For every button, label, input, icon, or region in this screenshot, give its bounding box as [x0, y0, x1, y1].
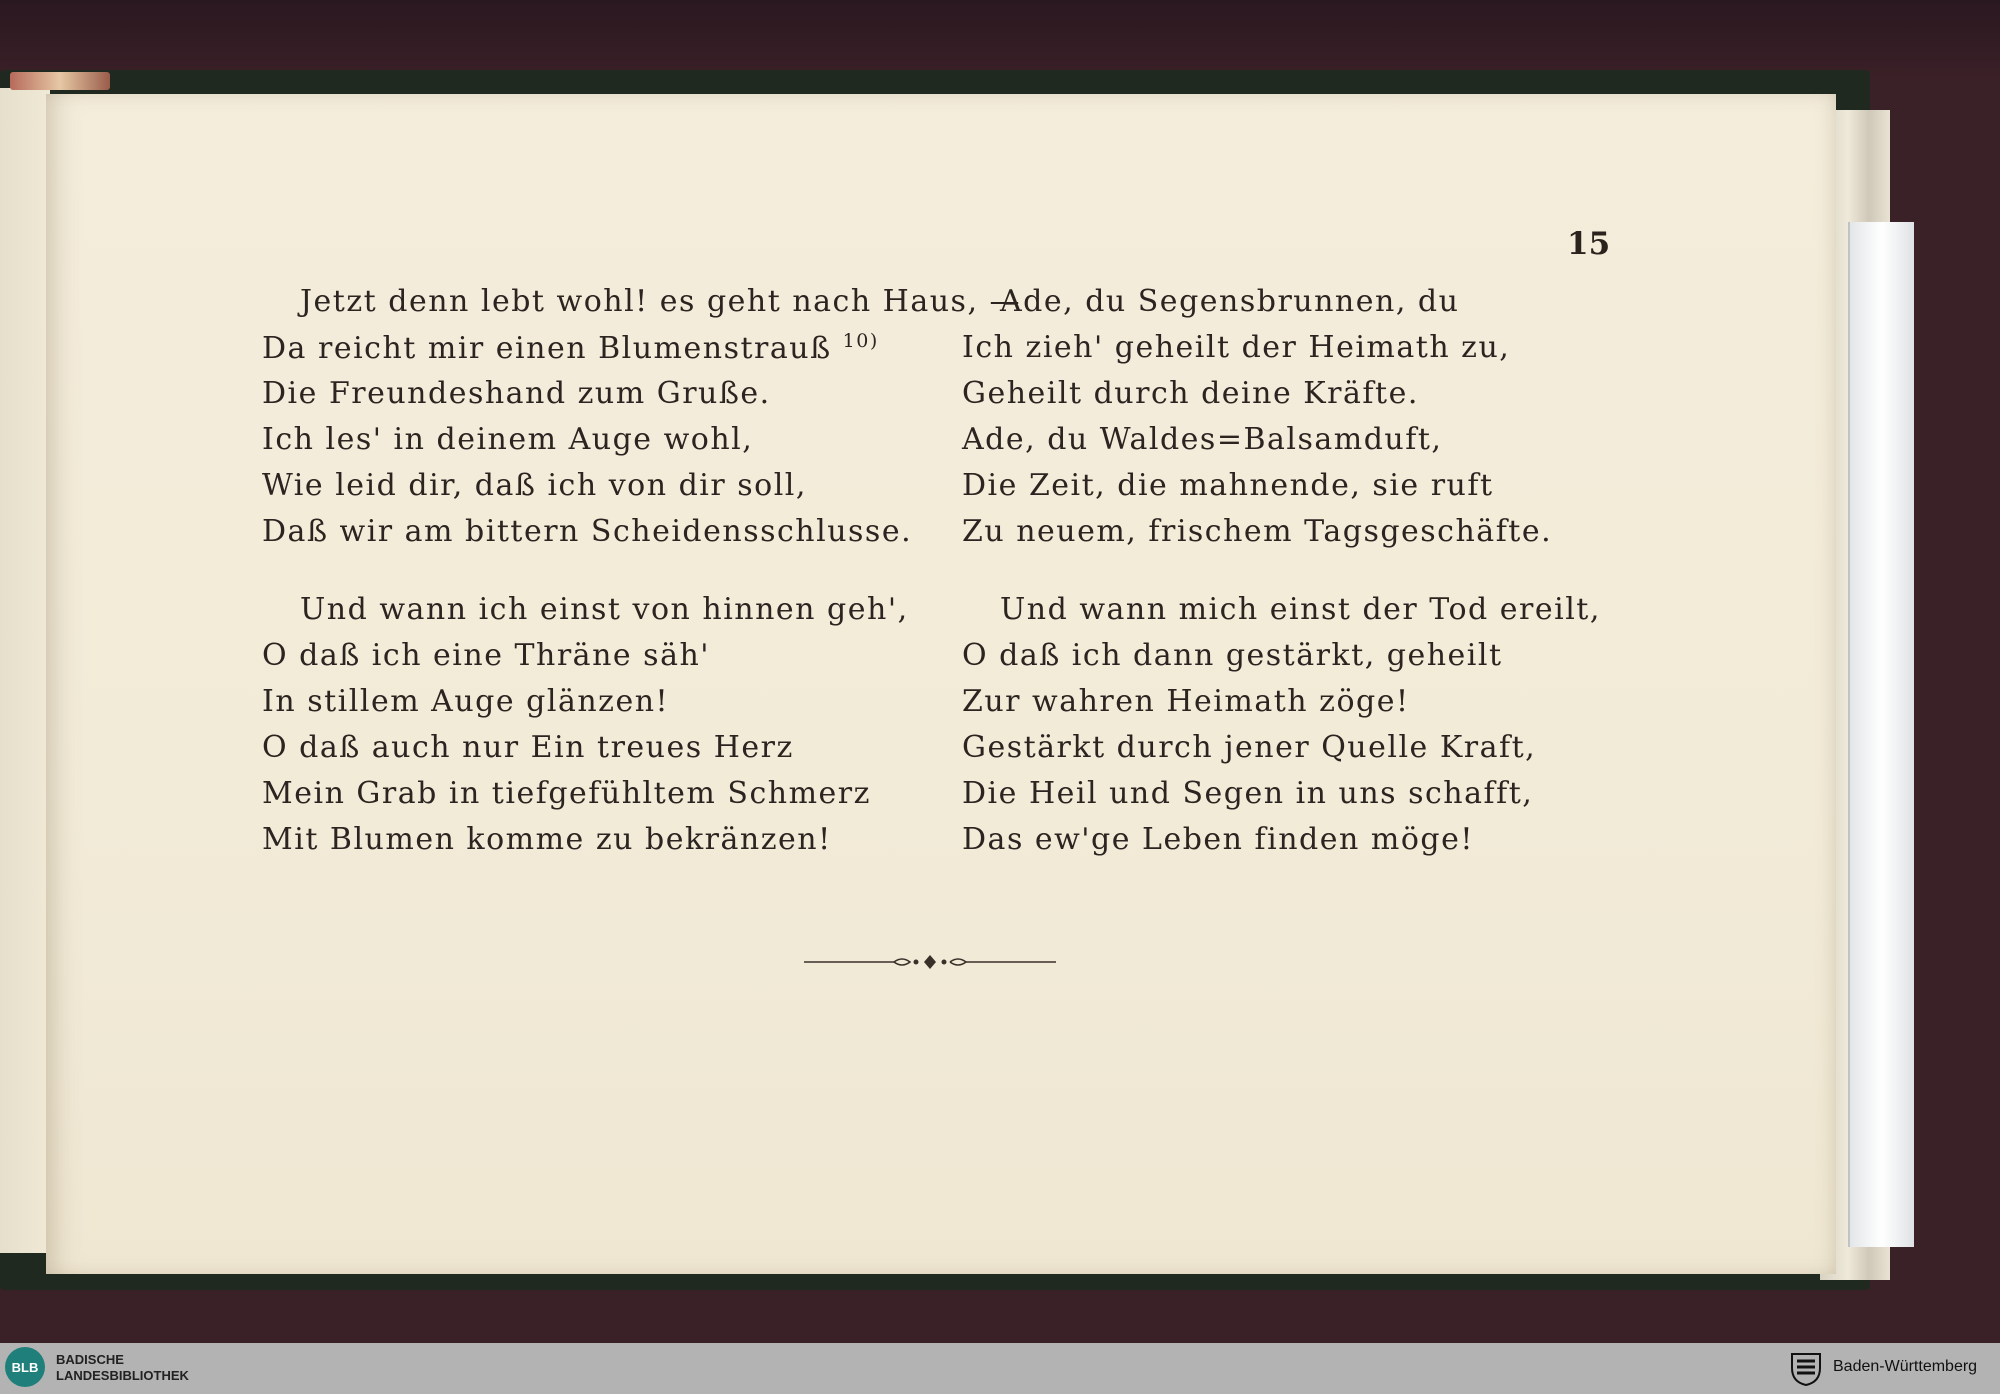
poem-left-line-text: Wie leid dir, daß ich von dir soll,: [262, 468, 807, 503]
poem-right-line: [962, 376, 1419, 411]
poem-left-line: [262, 468, 807, 503]
poem-right-line: [962, 422, 1442, 457]
inserted-card: [1848, 222, 1914, 1247]
poem-left-line-text: Jetzt denn lebt wohl! es geht nach Haus, —: [300, 284, 1022, 319]
poem-left-line-text: Ich les' in deinem Auge wohl,: [262, 422, 754, 457]
poem-right-line-text: Die Zeit, die mahnende, sie ruft: [962, 468, 1494, 503]
poem-left-line: [262, 330, 879, 366]
poem-left-line: [262, 514, 912, 549]
poem-right-line-text: Ade, du Segensbrunnen, du: [1000, 284, 1460, 319]
poem-right-line-text: O daß ich dann gestärkt, geheilt: [962, 638, 1503, 673]
poem-left-line: [262, 422, 753, 457]
poem-right-line: [1000, 284, 1459, 319]
poem-left-line-text: Mit Blumen komme zu bekränzen!: [262, 822, 832, 857]
poem-left-line-text: Die Freundeshand zum Gruße.: [262, 376, 771, 411]
library-name[interactable]: [56, 1352, 189, 1384]
poem-right-line: [962, 468, 1494, 503]
blb-logo[interactable]: BLB: [5, 1347, 45, 1387]
poem-right-line-text: Geheilt durch deine Kräfte.: [962, 376, 1419, 411]
footer-bar: [0, 1343, 2000, 1394]
poem-left-line: [262, 822, 832, 857]
poem-right-line: [962, 330, 1510, 365]
baden-wuerttemberg-label[interactable]: Baden-Württemberg: [1833, 1358, 1978, 1375]
poem-right-line-text: Gestärkt durch jener Quelle Kraft,: [962, 730, 1537, 765]
poem-left-line-text: Mein Grab in tiefgefühltem Schmerz: [262, 776, 871, 811]
ornament-divider: [804, 952, 1056, 972]
poem-right-line: [962, 514, 1552, 549]
poem-right-line-text: Zu neuem, frischem Tagsgeschäfte.: [962, 514, 1553, 549]
poem-left-line: [300, 284, 1021, 319]
poem-left-line-text: O daß ich eine Thräne säh': [262, 638, 711, 673]
poem-left-line-text: Und wann ich einst von hinnen geh',: [300, 592, 909, 627]
poem-right-line-text: Und wann mich einst der Tod ereilt,: [1000, 592, 1601, 627]
binding-thread: [10, 72, 110, 90]
poem-left-line-text: In stillem Auge glänzen!: [262, 684, 670, 719]
poem-right-line-text: Ade, du Waldes=Balsamduft,: [962, 422, 1443, 457]
library-name-line1: BADISCHE: [56, 1352, 124, 1367]
poem-left-line: [300, 592, 909, 627]
poem-left-line-text: O daß auch nur Ein treues Herz: [262, 730, 794, 765]
poem-right-line: [962, 822, 1474, 857]
baden-wuerttemberg-crest-icon: [1789, 1351, 1823, 1387]
poem-right-line: [962, 684, 1410, 719]
poem-right-line: [962, 638, 1503, 673]
footnote-marker: 10): [842, 330, 879, 352]
page-number: 15: [1567, 226, 1611, 262]
poem-right-line-text: Zur wahren Heimath zöge!: [962, 684, 1410, 719]
poem-left-line: [262, 730, 794, 765]
poem-right-line-text: Das ew'ge Leben finden möge!: [962, 822, 1474, 857]
poem-left-line: [262, 684, 669, 719]
library-name-line2: LANDESBIBLIOTHEK: [56, 1368, 189, 1383]
poem-right-line: [1000, 592, 1601, 627]
poem-left-line-text: Da reicht mir einen Blumenstrauß: [262, 331, 843, 366]
left-page-edge: [0, 88, 50, 1253]
poem-left-line-text: Daß wir am bittern Scheidensschlusse.: [262, 514, 913, 549]
poem-left-line: [262, 776, 871, 811]
poem-right-line-text: Ich zieh' geheilt der Heimath zu,: [962, 330, 1511, 365]
background-top: [0, 0, 2000, 80]
poem-left-line: [262, 376, 771, 411]
poem-right-line-text: Die Heil und Segen in uns schafft,: [962, 776, 1534, 811]
poem-right-line: [962, 730, 1536, 765]
poem-right-line: [962, 776, 1533, 811]
poem-left-line: [262, 638, 710, 673]
